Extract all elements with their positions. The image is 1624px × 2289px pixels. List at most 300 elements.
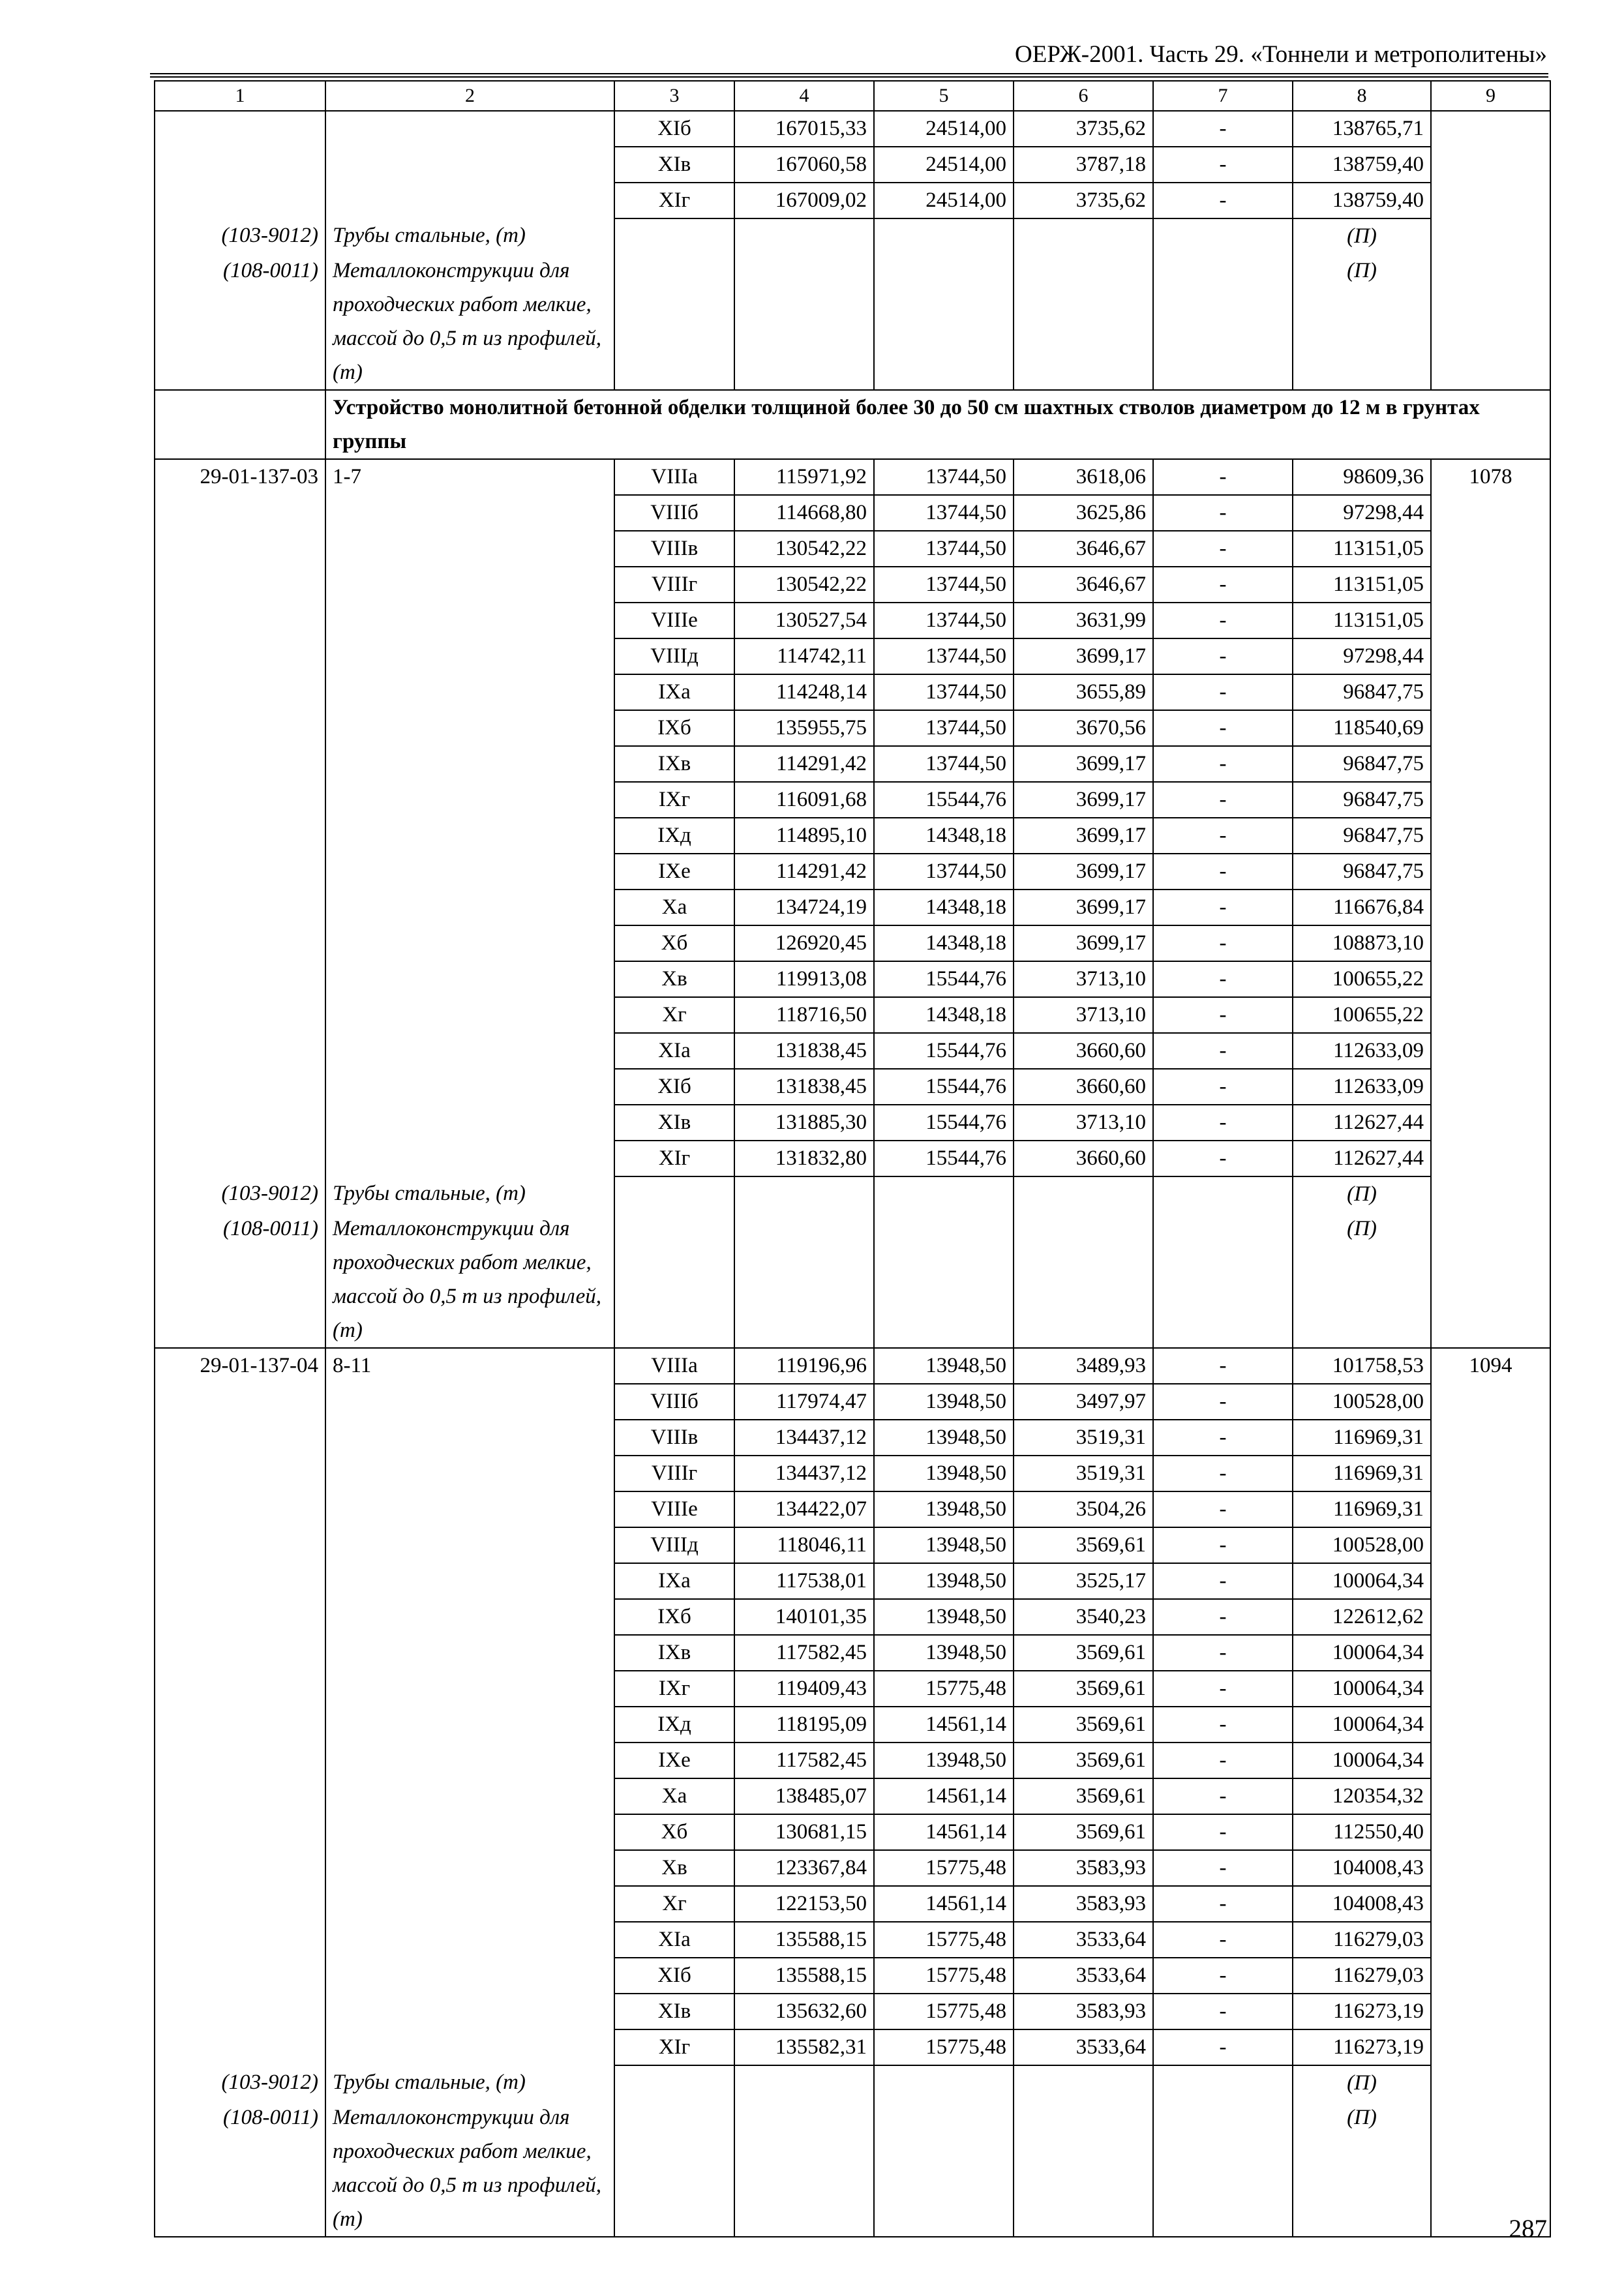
code-cell <box>155 111 325 147</box>
soil-group-cell: XIв <box>614 1994 734 2029</box>
code-cell <box>155 1527 325 1563</box>
labor-cell: 1094 <box>1431 1348 1550 1384</box>
machine-cell: 3670,56 <box>1014 710 1153 746</box>
code-cell <box>155 1886 325 1922</box>
resource-code: (108-0011) <box>155 2101 325 2237</box>
machine-cell: 3525,17 <box>1014 1563 1153 1599</box>
wage-cell: 13744,50 <box>874 638 1014 674</box>
driver-wage-cell: - <box>1153 1456 1293 1491</box>
direct-cost-cell: 114291,42 <box>734 854 874 890</box>
page-number: 287 <box>1509 2215 1547 2243</box>
code-cell <box>155 925 325 961</box>
machine-cell: 3569,61 <box>1014 1527 1153 1563</box>
resource-code: (103-9012) <box>155 1176 325 1212</box>
materials-cell: 112627,44 <box>1293 1105 1431 1141</box>
direct-cost-cell: 167009,02 <box>734 183 874 218</box>
soil-group-cell: XIг <box>614 2029 734 2065</box>
range-cell <box>325 1994 614 2029</box>
table-row <box>155 1491 1550 1527</box>
machine-cell: 3533,64 <box>1014 1922 1153 1958</box>
empty-cell <box>1431 2065 1550 2101</box>
soil-group-cell: IXв <box>614 1635 734 1671</box>
range-cell <box>325 746 614 782</box>
machine-cell: 3519,31 <box>1014 1420 1153 1456</box>
wage-cell: 13948,50 <box>874 1635 1014 1671</box>
materials-cell: 112627,44 <box>1293 1141 1431 1176</box>
table-row <box>155 997 1550 1033</box>
labor-cell <box>1431 1456 1550 1491</box>
machine-cell: 3497,97 <box>1014 1384 1153 1420</box>
machine-cell: 3569,61 <box>1014 1707 1153 1743</box>
table-row <box>155 531 1550 567</box>
materials-cell: 98609,36 <box>1293 459 1431 495</box>
code-cell <box>155 818 325 854</box>
wage-cell: 24514,00 <box>874 111 1014 147</box>
machine-cell: 3519,31 <box>1014 1456 1153 1491</box>
code-cell <box>155 1141 325 1176</box>
code-cell <box>155 567 325 603</box>
empty-cell <box>1153 254 1293 390</box>
direct-cost-cell: 131838,45 <box>734 1033 874 1069</box>
soil-group-cell: Xв <box>614 961 734 997</box>
table-row <box>155 961 1550 997</box>
machine-cell: 3646,67 <box>1014 531 1153 567</box>
table-row <box>155 1707 1550 1743</box>
machine-cell: 3699,17 <box>1014 746 1153 782</box>
soil-group-cell: IXе <box>614 854 734 890</box>
table-row <box>155 1141 1550 1176</box>
direct-cost-cell: 131838,45 <box>734 1069 874 1105</box>
direct-cost-cell: 117582,45 <box>734 1635 874 1671</box>
labor-cell <box>1431 495 1550 531</box>
range-cell <box>325 1456 614 1491</box>
soil-group-cell: VIIIг <box>614 1456 734 1491</box>
table-row <box>155 1814 1550 1850</box>
range-cell <box>325 961 614 997</box>
empty-cell <box>1431 218 1550 254</box>
soil-group-cell: IXа <box>614 674 734 710</box>
wage-cell: 13948,50 <box>874 1420 1014 1456</box>
resource-row <box>155 1212 1550 1348</box>
code-cell <box>155 495 325 531</box>
machine-cell: 3699,17 <box>1014 818 1153 854</box>
labor-cell <box>1431 1778 1550 1814</box>
soil-group-cell: VIIIа <box>614 459 734 495</box>
driver-wage-cell: - <box>1153 854 1293 890</box>
soil-group-cell: XIб <box>614 1069 734 1105</box>
soil-group-cell: XIб <box>614 1958 734 1994</box>
range-cell: 8-11 <box>325 1348 614 1384</box>
resource-row <box>155 254 1550 390</box>
empty-cell <box>614 218 734 254</box>
code-cell <box>155 890 325 925</box>
range-cell <box>325 674 614 710</box>
direct-cost-cell: 126920,45 <box>734 925 874 961</box>
code-cell <box>155 1743 325 1778</box>
soil-group-cell: VIIIб <box>614 495 734 531</box>
driver-wage-cell: - <box>1153 1491 1293 1527</box>
table-row <box>155 1105 1550 1141</box>
column-header: 4 <box>734 81 874 111</box>
labor-cell <box>1431 567 1550 603</box>
direct-cost-cell: 134422,07 <box>734 1491 874 1527</box>
table-row <box>155 1599 1550 1635</box>
wage-cell: 15775,48 <box>874 1850 1014 1886</box>
labor-cell <box>1431 1994 1550 2029</box>
soil-group-cell: VIIIв <box>614 1420 734 1456</box>
empty-cell <box>614 254 734 390</box>
code-cell <box>155 2029 325 2065</box>
machine-cell: 3699,17 <box>1014 782 1153 818</box>
range-cell <box>325 1671 614 1707</box>
machine-cell: 3569,61 <box>1014 1778 1153 1814</box>
materials-cell: 100655,22 <box>1293 997 1431 1033</box>
direct-cost-cell: 117538,01 <box>734 1563 874 1599</box>
materials-cell: 116969,31 <box>1293 1491 1431 1527</box>
range-cell <box>325 147 614 183</box>
soil-group-cell: Xа <box>614 1778 734 1814</box>
driver-wage-cell: - <box>1153 1069 1293 1105</box>
labor-cell <box>1431 1707 1550 1743</box>
driver-wage-cell: - <box>1153 2029 1293 2065</box>
materials-cell: 104008,43 <box>1293 1850 1431 1886</box>
range-cell <box>325 1635 614 1671</box>
labor-cell <box>1431 147 1550 183</box>
direct-cost-cell: 114248,14 <box>734 674 874 710</box>
column-header: 5 <box>874 81 1014 111</box>
materials-cell: 116273,19 <box>1293 1994 1431 2029</box>
machine-cell: 3583,93 <box>1014 1850 1153 1886</box>
code-cell <box>155 1635 325 1671</box>
driver-wage-cell: - <box>1153 1420 1293 1456</box>
range-cell <box>325 1384 614 1420</box>
machine-cell: 3489,93 <box>1014 1348 1153 1384</box>
driver-wage-cell: - <box>1153 925 1293 961</box>
machine-cell: 3569,61 <box>1014 1743 1153 1778</box>
empty-cell <box>1431 254 1550 390</box>
materials-cell: 116279,03 <box>1293 1922 1431 1958</box>
materials-cell: 116969,31 <box>1293 1420 1431 1456</box>
range-cell <box>325 1563 614 1599</box>
table-row <box>155 1671 1550 1707</box>
empty-cell <box>874 254 1014 390</box>
empty-cell <box>734 254 874 390</box>
driver-wage-cell: - <box>1153 782 1293 818</box>
materials-cell: 116273,19 <box>1293 2029 1431 2065</box>
direct-cost-cell: 167060,58 <box>734 147 874 183</box>
machine-cell: 3583,93 <box>1014 1886 1153 1922</box>
range-cell <box>325 1033 614 1069</box>
table-row <box>155 183 1550 218</box>
price-table <box>154 80 1551 2237</box>
wage-cell: 13948,50 <box>874 1384 1014 1420</box>
driver-wage-cell: - <box>1153 603 1293 638</box>
header-rule <box>150 73 1548 78</box>
materials-cell: 138765,71 <box>1293 111 1431 147</box>
wage-cell: 15775,48 <box>874 2029 1014 2065</box>
direct-cost-cell: 131885,30 <box>734 1105 874 1141</box>
table-row <box>155 1033 1550 1069</box>
empty-cell <box>1014 254 1153 390</box>
soil-group-cell: Xб <box>614 1814 734 1850</box>
range-cell <box>325 890 614 925</box>
soil-group-cell: VIIIв <box>614 531 734 567</box>
table-row <box>155 1348 1550 1384</box>
driver-wage-cell: - <box>1153 1886 1293 1922</box>
code-cell <box>155 1922 325 1958</box>
page-header: ОЕРЖ-2001. Часть 29. «Тоннели и метрополитены» <box>1015 41 1547 68</box>
code-cell <box>155 710 325 746</box>
resource-mark: (П) <box>1293 2065 1431 2101</box>
soil-group-cell: IXд <box>614 1707 734 1743</box>
empty-cell <box>1014 218 1153 254</box>
direct-cost-cell: 114668,80 <box>734 495 874 531</box>
materials-cell: 96847,75 <box>1293 782 1431 818</box>
machine-cell: 3735,62 <box>1014 183 1153 218</box>
labor-cell <box>1431 674 1550 710</box>
code-cell <box>155 1707 325 1743</box>
machine-cell: 3569,61 <box>1014 1671 1153 1707</box>
wage-cell: 14348,18 <box>874 925 1014 961</box>
materials-cell: 96847,75 <box>1293 818 1431 854</box>
direct-cost-cell: 135582,31 <box>734 2029 874 2065</box>
machine-cell: 3699,17 <box>1014 890 1153 925</box>
labor-cell <box>1431 531 1550 567</box>
empty-cell <box>1153 1176 1293 1212</box>
driver-wage-cell: - <box>1153 1348 1293 1384</box>
direct-cost-cell: 114895,10 <box>734 818 874 854</box>
resource-name: Металлоконструкции для проходческих работ мелкие, массой до 0,5 т из профилей, (т) <box>325 2101 614 2237</box>
soil-group-cell: IXв <box>614 746 734 782</box>
section-title: Устройство монолитной бетонной обделки толщиной более 30 до 50 см шахтных стволов диаметром до 12 м в грунтах группы <box>325 390 1550 459</box>
labor-cell <box>1431 1599 1550 1635</box>
driver-wage-cell: - <box>1153 638 1293 674</box>
empty-cell <box>874 2065 1014 2101</box>
code-cell <box>155 674 325 710</box>
range-cell <box>325 782 614 818</box>
table-row <box>155 1886 1550 1922</box>
materials-cell: 100064,34 <box>1293 1707 1431 1743</box>
wage-cell: 13744,50 <box>874 459 1014 495</box>
range-cell <box>325 603 614 638</box>
table-row <box>155 1778 1550 1814</box>
wage-cell: 15544,76 <box>874 961 1014 997</box>
materials-cell: 116969,31 <box>1293 1456 1431 1491</box>
table-row <box>155 1420 1550 1456</box>
materials-cell: 100528,00 <box>1293 1527 1431 1563</box>
materials-cell: 97298,44 <box>1293 495 1431 531</box>
direct-cost-cell: 134437,12 <box>734 1420 874 1456</box>
empty-cell <box>155 390 325 459</box>
wage-cell: 13744,50 <box>874 603 1014 638</box>
direct-cost-cell: 167015,33 <box>734 111 874 147</box>
empty-cell <box>614 1212 734 1348</box>
resource-code: (103-9012) <box>155 2065 325 2101</box>
range-cell <box>325 495 614 531</box>
soil-group-cell: Xв <box>614 1850 734 1886</box>
machine-cell: 3533,64 <box>1014 2029 1153 2065</box>
table-row <box>155 1456 1550 1491</box>
code-cell <box>155 782 325 818</box>
code-cell <box>155 1456 325 1491</box>
direct-cost-cell: 134437,12 <box>734 1456 874 1491</box>
empty-cell <box>874 1212 1014 1348</box>
machine-cell: 3660,60 <box>1014 1141 1153 1176</box>
column-header: 7 <box>1153 81 1293 111</box>
driver-wage-cell: - <box>1153 1635 1293 1671</box>
direct-cost-cell: 134724,19 <box>734 890 874 925</box>
direct-cost-cell: 118716,50 <box>734 997 874 1033</box>
soil-group-cell: XIа <box>614 1033 734 1069</box>
soil-group-cell: XIв <box>614 147 734 183</box>
materials-cell: 116279,03 <box>1293 1958 1431 1994</box>
driver-wage-cell: - <box>1153 531 1293 567</box>
materials-cell: 101758,53 <box>1293 1348 1431 1384</box>
machine-cell: 3713,10 <box>1014 997 1153 1033</box>
wage-cell: 13948,50 <box>874 1599 1014 1635</box>
table-row <box>155 495 1550 531</box>
driver-wage-cell: - <box>1153 1778 1293 1814</box>
soil-group-cell: XIб <box>614 111 734 147</box>
soil-group-cell: VIIIб <box>614 1384 734 1420</box>
code-cell <box>155 1778 325 1814</box>
machine-cell: 3713,10 <box>1014 1105 1153 1141</box>
soil-group-cell: VIIIд <box>614 638 734 674</box>
table-row <box>155 147 1550 183</box>
machine-cell: 3699,17 <box>1014 854 1153 890</box>
materials-cell: 138759,40 <box>1293 147 1431 183</box>
driver-wage-cell: - <box>1153 1743 1293 1778</box>
column-header: 8 <box>1293 81 1431 111</box>
machine-cell: 3540,23 <box>1014 1599 1153 1635</box>
materials-cell: 112633,09 <box>1293 1069 1431 1105</box>
materials-cell: 100064,34 <box>1293 1635 1431 1671</box>
soil-group-cell: IXд <box>614 818 734 854</box>
table-row <box>155 710 1550 746</box>
empty-cell <box>874 1176 1014 1212</box>
empty-cell <box>1014 1176 1153 1212</box>
resource-mark: (П) <box>1293 1212 1431 1348</box>
table-row <box>155 890 1550 925</box>
driver-wage-cell: - <box>1153 1384 1293 1420</box>
materials-cell: 112633,09 <box>1293 1033 1431 1069</box>
wage-cell: 15544,76 <box>874 1069 1014 1105</box>
empty-cell <box>614 1176 734 1212</box>
materials-cell: 113151,05 <box>1293 567 1431 603</box>
machine-cell: 3713,10 <box>1014 961 1153 997</box>
direct-cost-cell: 118046,11 <box>734 1527 874 1563</box>
empty-cell <box>1153 2065 1293 2101</box>
range-cell <box>325 1069 614 1105</box>
driver-wage-cell: - <box>1153 459 1293 495</box>
code-cell <box>155 1563 325 1599</box>
labor-cell <box>1431 111 1550 147</box>
soil-group-cell: Xа <box>614 890 734 925</box>
materials-cell: 96847,75 <box>1293 674 1431 710</box>
table-row <box>155 1069 1550 1105</box>
soil-group-cell: XIг <box>614 183 734 218</box>
wage-cell: 15775,48 <box>874 1922 1014 1958</box>
column-header: 3 <box>614 81 734 111</box>
driver-wage-cell: - <box>1153 1141 1293 1176</box>
materials-cell: 122612,62 <box>1293 1599 1431 1635</box>
machine-cell: 3660,60 <box>1014 1033 1153 1069</box>
labor-cell <box>1431 997 1550 1033</box>
labor-cell <box>1431 1491 1550 1527</box>
column-header: 1 <box>155 81 325 111</box>
resource-mark: (П) <box>1293 254 1431 390</box>
machine-cell: 3569,61 <box>1014 1635 1153 1671</box>
materials-cell: 120354,32 <box>1293 1778 1431 1814</box>
machine-cell: 3699,17 <box>1014 925 1153 961</box>
soil-group-cell: IXг <box>614 1671 734 1707</box>
table-row <box>155 1743 1550 1778</box>
table-row <box>155 2029 1550 2065</box>
range-cell <box>325 638 614 674</box>
soil-group-cell: Xг <box>614 1886 734 1922</box>
wage-cell: 15544,76 <box>874 782 1014 818</box>
column-header: 6 <box>1014 81 1153 111</box>
wage-cell: 13948,50 <box>874 1348 1014 1384</box>
materials-cell: 113151,05 <box>1293 603 1431 638</box>
code-cell <box>155 1994 325 2029</box>
machine-cell: 3787,18 <box>1014 147 1153 183</box>
empty-cell <box>734 1176 874 1212</box>
labor-cell <box>1431 1850 1550 1886</box>
soil-group-cell: VIIIе <box>614 603 734 638</box>
driver-wage-cell: - <box>1153 1563 1293 1599</box>
wage-cell: 13948,50 <box>874 1491 1014 1527</box>
materials-cell: 100064,34 <box>1293 1671 1431 1707</box>
soil-group-cell: VIIIг <box>614 567 734 603</box>
range-cell <box>325 1141 614 1176</box>
direct-cost-cell: 114742,11 <box>734 638 874 674</box>
labor-cell <box>1431 925 1550 961</box>
materials-cell: 112550,40 <box>1293 1814 1431 1850</box>
materials-cell: 100064,34 <box>1293 1563 1431 1599</box>
code-cell <box>155 1420 325 1456</box>
empty-cell <box>614 2101 734 2237</box>
labor-cell <box>1431 961 1550 997</box>
driver-wage-cell: - <box>1153 746 1293 782</box>
code-cell: 29-01-137-03 <box>155 459 325 495</box>
range-cell <box>325 1599 614 1635</box>
range-cell <box>325 1527 614 1563</box>
wage-cell: 15775,48 <box>874 1671 1014 1707</box>
code-cell <box>155 147 325 183</box>
materials-cell: 97298,44 <box>1293 638 1431 674</box>
range-cell <box>325 1707 614 1743</box>
range-cell <box>325 854 614 890</box>
soil-group-cell: IXе <box>614 1743 734 1778</box>
labor-cell <box>1431 638 1550 674</box>
direct-cost-cell: 131832,80 <box>734 1141 874 1176</box>
machine-cell: 3504,26 <box>1014 1491 1153 1527</box>
resource-row <box>155 2101 1550 2237</box>
table-row <box>155 1635 1550 1671</box>
code-cell: 29-01-137-04 <box>155 1348 325 1384</box>
empty-cell <box>734 218 874 254</box>
labor-cell <box>1431 746 1550 782</box>
machine-cell: 3625,86 <box>1014 495 1153 531</box>
machine-cell: 3660,60 <box>1014 1069 1153 1105</box>
labor-cell <box>1431 1033 1550 1069</box>
soil-group-cell: VIIIд <box>614 1527 734 1563</box>
wage-cell: 24514,00 <box>874 183 1014 218</box>
empty-cell <box>1153 2101 1293 2237</box>
direct-cost-cell: 135955,75 <box>734 710 874 746</box>
range-cell <box>325 183 614 218</box>
